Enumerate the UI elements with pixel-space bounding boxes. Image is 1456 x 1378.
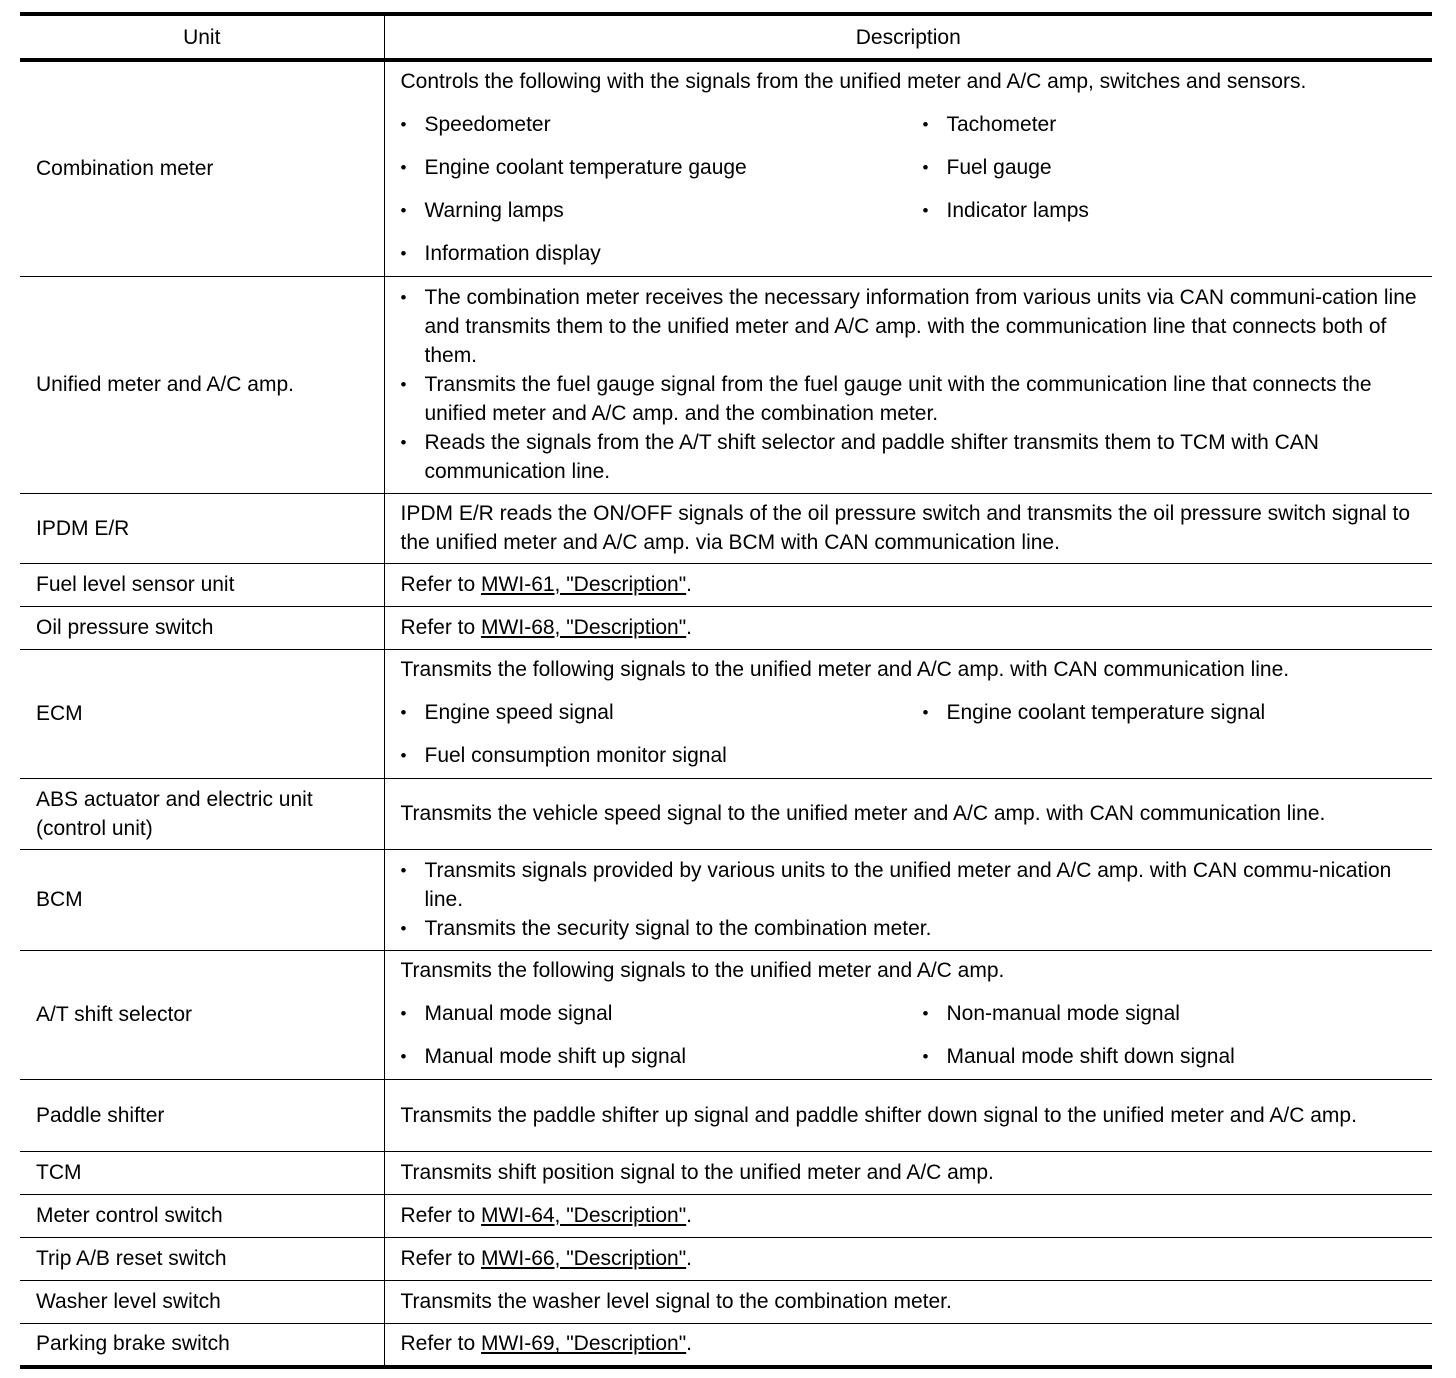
bullet-item: • Non-manual mode signal <box>923 999 1419 1028</box>
table-row <box>20 951 1432 1080</box>
refer-text: Refer to <box>400 1247 482 1270</box>
table-row <box>20 60 1432 277</box>
bullet-item: • The combination meter receives the necessary information from various units via CAN communi-cation line and transmits them to the unified meter and A/C amp. with the communication line that connects both of them. <box>401 283 1419 370</box>
bullet-item: • Tachometer <box>923 110 1419 139</box>
bullet-item: • Warning lamps <box>401 196 923 225</box>
refer-text: Refer to <box>400 1204 482 1227</box>
description-cell <box>384 277 1432 494</box>
description-cell: Transmits shift position signal to the unified meter and A/C amp. <box>384 1152 1432 1195</box>
table-row <box>20 779 1432 850</box>
description-cell <box>384 1238 1432 1281</box>
unit-column-header: Unit <box>20 14 384 60</box>
bullet-item: • Transmits the fuel gauge signal from the fuel gauge unit with the communication line that connects the unified meter and A/C amp. and the combination meter. <box>401 370 1419 428</box>
description-column-header: Description <box>384 14 1432 60</box>
description-cell: IPDM E/R reads the ON/OFF signals of the oil pressure switch and transmits the oil pressure switch signal to the unified meter and A/C amp. via BCM with CAN communication line. <box>384 494 1432 564</box>
unit-cell: Washer level switch <box>20 1281 384 1324</box>
unit-cell: A/T shift selector <box>20 951 384 1080</box>
bullet-item: • Engine coolant temperature signal <box>923 698 1419 727</box>
bullet-grid <box>401 999 1419 1071</box>
reference-link[interactable]: MWI-64, "Description" <box>481 1204 687 1227</box>
unit-cell: Combination meter <box>36 157 214 180</box>
table-row <box>20 1324 1432 1367</box>
unit-cell: ABS actuator and electric unit (control unit) <box>20 779 384 850</box>
bullet-item: • Manual mode shift down signal <box>923 1042 1419 1071</box>
description-cell <box>384 60 1432 277</box>
header-row <box>20 14 1432 60</box>
refer-text: Refer to <box>400 1332 482 1356</box>
description-cell: Transmits the washer level signal to the combination meter. <box>384 1281 1432 1324</box>
unit-cell: IPDM E/R <box>20 494 384 564</box>
table-row <box>20 494 1432 564</box>
table-row <box>20 1152 1432 1195</box>
reference-link[interactable]: MWI-68, "Description" <box>481 616 687 639</box>
bullet-item: • Fuel consumption monitor signal <box>401 741 923 770</box>
table-row <box>20 607 1432 650</box>
table-row <box>20 650 1432 779</box>
refer-suffix: . <box>686 1247 693 1270</box>
refer-suffix: . <box>686 1204 693 1227</box>
refer-suffix: . <box>686 1332 693 1356</box>
description-cell <box>384 1324 1432 1367</box>
bullet-item: • Reads the signals from the A/T shift selector and paddle shifter transmits them to TCM with CAN communication line. <box>401 428 1419 486</box>
bullet-list <box>401 283 1419 486</box>
bullet-item: • Engine speed signal <box>401 698 923 727</box>
reference-link[interactable]: MWI-66, "Description" <box>481 1247 687 1270</box>
unit-cell: Trip A/B reset switch <box>20 1238 384 1281</box>
unit-cell: ECM <box>20 650 384 779</box>
table-row <box>20 1195 1432 1238</box>
bullet-item: • Engine coolant temperature gauge <box>401 153 923 182</box>
description-intro: Controls the following with the signals from the unified meter and A/C amp, switches and sensors. <box>400 70 1307 93</box>
unit-cell: BCM <box>20 850 384 951</box>
description-cell: Transmits the vehicle speed signal to the unified meter and A/C amp. with CAN communication line. <box>384 779 1432 850</box>
table-row <box>20 1238 1432 1281</box>
unit-cell: Meter control switch <box>20 1195 384 1238</box>
table-row <box>20 277 1432 494</box>
table-row <box>20 850 1432 951</box>
description-cell <box>384 564 1432 607</box>
bullet-item: • Speedometer <box>401 110 923 139</box>
refer-text: Refer to <box>400 616 482 639</box>
table-row <box>20 1080 1432 1152</box>
refer-suffix: . <box>686 616 693 639</box>
bullet-item: • Manual mode shift up signal <box>401 1042 923 1071</box>
description-cell <box>384 850 1432 951</box>
unit-cell: Fuel level sensor unit <box>20 564 384 607</box>
unit-description-table <box>20 12 1432 1369</box>
bullet-list <box>401 856 1419 943</box>
bullet-item: • Manual mode signal <box>401 999 923 1028</box>
bullet-item: • Information display <box>401 239 923 268</box>
bullet-grid <box>401 698 1419 770</box>
description-cell <box>384 607 1432 650</box>
description-intro: Transmits the following signals to the unified meter and A/C amp. with CAN communication line. <box>400 658 1290 681</box>
refer-text: Refer to <box>400 573 482 596</box>
bullet-item: • Fuel gauge <box>923 153 1419 182</box>
table-row <box>20 1281 1432 1324</box>
bullet-item: • Transmits signals provided by various units to the unified meter and A/C amp. with CAN commu-nication line. <box>401 856 1419 914</box>
description-cell <box>384 1195 1432 1238</box>
description-cell <box>384 951 1432 1080</box>
bullet-item: • Transmits the security signal to the combination meter. <box>401 914 1419 943</box>
unit-cell: Oil pressure switch <box>20 607 384 650</box>
bullet-item: • Indicator lamps <box>923 196 1419 225</box>
unit-cell: Parking brake switch <box>20 1324 384 1367</box>
unit-cell: Paddle shifter <box>20 1080 384 1152</box>
description-intro: Transmits the following signals to the unified meter and A/C amp. <box>400 959 1005 982</box>
unit-cell: Unified meter and A/C amp. <box>20 277 384 494</box>
refer-suffix: . <box>686 573 693 596</box>
description-cell <box>384 650 1432 779</box>
description-cell: Transmits the paddle shifter up signal and paddle shifter down signal to the unified meter and A/C amp. <box>384 1080 1432 1152</box>
unit-cell: TCM <box>20 1152 384 1195</box>
reference-link[interactable]: MWI-69, "Description" <box>481 1332 687 1356</box>
reference-link[interactable]: MWI-61, "Description" <box>481 573 687 596</box>
bullet-grid <box>401 110 1419 268</box>
table-row <box>20 564 1432 607</box>
